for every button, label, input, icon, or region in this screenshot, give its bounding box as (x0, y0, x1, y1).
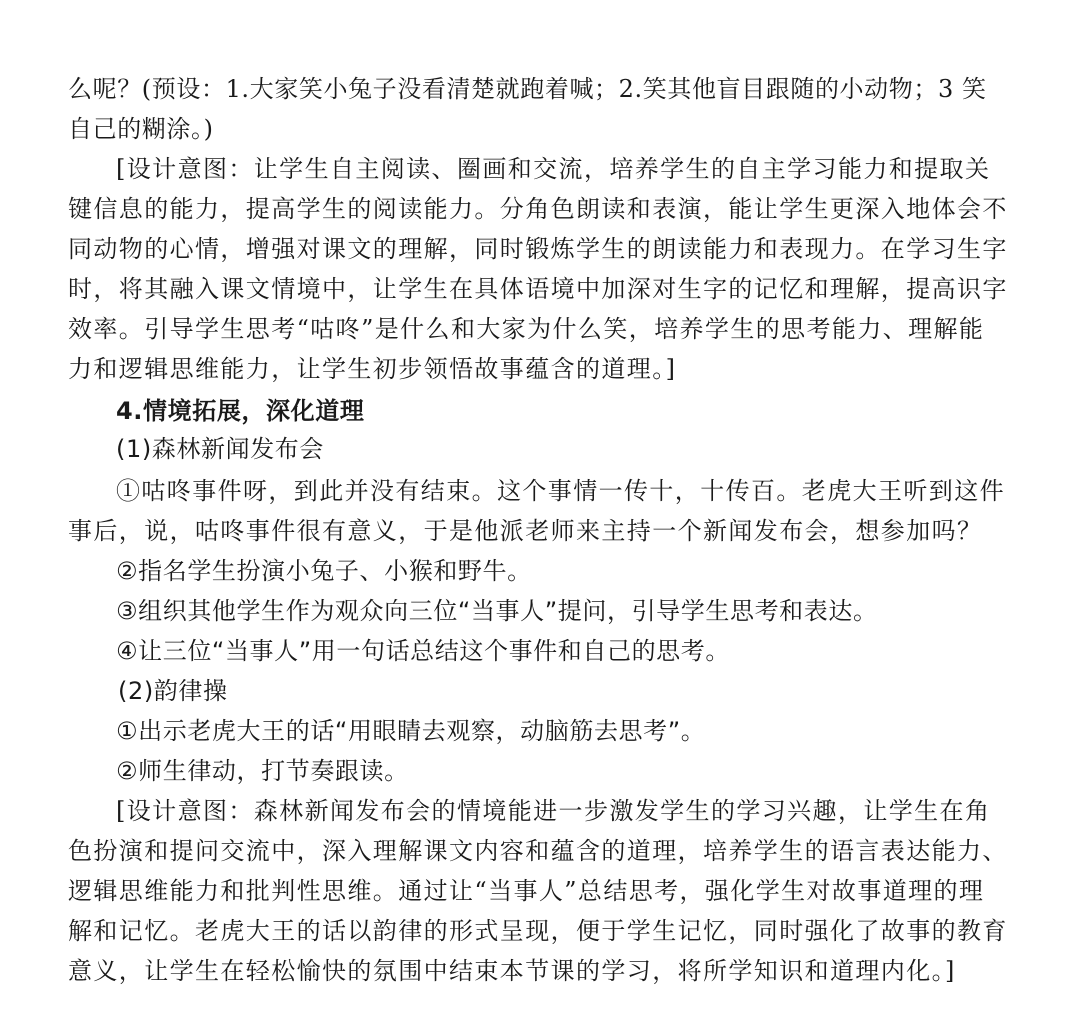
sub1-item-3: ③组织其他学生作为观众向三位“当事人”提问，引导学生思考和表达。 (116, 597, 878, 625)
design-intent-1-line-4: 时，将其融入课文情境中，让学生在具体语境中加深对生字的记忆和理解，提高识字 (68, 275, 1008, 303)
design-intent-1-line-2: 键信息的能力，提高学生的阅读能力。分角色朗读和表演，能让学生更深入地体会不 (68, 195, 1008, 223)
design-intent-2-line-5: 意义，让学生在轻松愉快的氛围中结束本节课的学习，将所学知识和道理内化。] (68, 957, 956, 985)
intro-line-2: 自己的糊涂。) (68, 115, 214, 143)
intro-line-1: 么呢？(预设：1.大家笑小兔子没看清楚就跑着喊；2.笑其他盲目跟随的小动物；3 笑 (68, 75, 987, 103)
section-heading: 4.情境拓展，深化道理 (116, 397, 365, 425)
sub2-item-2: ②师生律动，打节奏跟读。 (116, 757, 409, 785)
design-intent-1-line-1: [设计意图：让学生自主阅读、圈画和交流，培养学生的自主学习能力和提取关 (116, 155, 991, 183)
subsection-1-title: (1)森林新闻发布会 (116, 435, 324, 463)
sub1-item-1-line-2: 事后，说，咕咚事件很有意义，于是他派老师来主持一个新闻发布会，想参加吗？ (68, 517, 983, 545)
sub1-item-1-line-1: ①咕咚事件呀，到此并没有结束。这个事情一传十，十传百。老虎大王听到这件 (116, 477, 1005, 505)
sub2-item-1: ①出示老虎大王的话“用眼睛去观察，动脑筋去思考”。 (116, 717, 706, 745)
design-intent-1-line-3: 同动物的心情，增强对课文的理解，同时锻炼学生的朗读能力和表现力。在学习生字 (68, 235, 1008, 263)
sub1-item-2: ②指名学生扮演小兔子、小猴和野牛。 (116, 557, 532, 585)
sub1-item-4: ④让三位“当事人”用一句话总结这个事件和自己的思考。 (116, 637, 730, 665)
design-intent-1-line-6: 力和逻辑思维能力，让学生初步领悟故事蕴含的道理。] (68, 355, 677, 383)
design-intent-2-line-3: 逻辑思维能力和批判性思维。通过让“当事人”总结思考，强化学生对故事道理的理 (68, 877, 985, 905)
subsection-2-title: (2)韵律操 (118, 677, 228, 705)
design-intent-2-line-4: 解和记忆。老虎大王的话以韵律的形式呈现，便于学生记忆，同时强化了故事的教育 (68, 917, 1008, 945)
design-intent-1-line-5: 效率。引导学生思考“咕咚”是什么和大家为什么笑，培养学生的思考能力、理解能 (68, 315, 985, 343)
design-intent-2-line-1: [设计意图：森林新闻发布会的情境能进一步激发学生的学习兴趣，让学生在角 (116, 797, 991, 825)
design-intent-2-line-2: 色扮演和提问交流中，深入理解课文内容和蕴含的道理，培养学生的语言表达能力、 (68, 837, 1008, 865)
